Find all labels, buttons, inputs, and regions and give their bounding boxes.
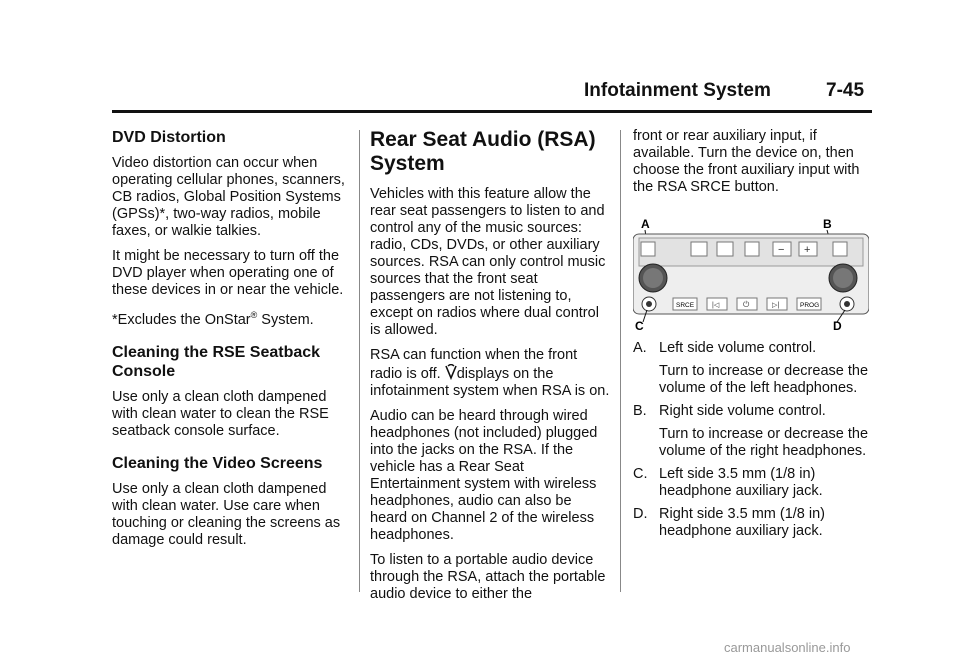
callout-a: A — [641, 218, 650, 231]
column-2 — [370, 128, 610, 611]
paragraph: Audio can be heard through wired headphones (not included) plugged into the jacks on the RSA. If the vehicle has a Rear Seat Entertainment system with wireless headphones, audio can also be heard on Channel 2 of the wireless headphones. — [370, 408, 598, 543]
column-1 — [112, 128, 350, 557]
svg-text:+: + — [804, 244, 811, 256]
section-title: Infotainment System — [584, 80, 771, 101]
callout-d: D — [833, 319, 842, 330]
paragraph: Use only a clean cloth dampened with clean water. Use care when touching or cleaning the screens as damage could result. — [112, 480, 341, 548]
rsa-panel-drawing — [633, 218, 869, 330]
heading-cleaning-rse: Cleaning the RSE Seatback Console — [112, 343, 321, 380]
paragraph: RSA can function when the front radio is off. displays on the infotainment system when RSA is on. — [370, 347, 610, 399]
column-divider — [359, 130, 360, 592]
prog-button: PROG — [800, 302, 820, 309]
heading-rsa: Rear Seat Audio (RSA) System — [370, 128, 596, 175]
list-item: B. Right side volume control. Turn to increase or decrease the volume of the right headphones. — [633, 403, 869, 459]
header-rule — [112, 110, 872, 113]
heading-dvd-distortion: DVD Distortion — [112, 129, 226, 146]
fan-down-icon — [691, 242, 707, 256]
list-item: A. Left side volume control. Turn to increase or decrease the volume of the left headphones. — [633, 340, 869, 396]
svg-text:−: − — [778, 244, 785, 256]
seat-heat-icon — [745, 242, 759, 256]
srce-button: SRCE — [676, 302, 695, 309]
control-legend-list — [633, 340, 875, 540]
list-item: C. Left side 3.5 mm (1/8 in) headphone auxiliary jack. — [633, 466, 823, 499]
page-number: 7-45 — [826, 80, 865, 101]
watermark: carmanualsonline.info — [724, 640, 851, 655]
svg-text:▷|: ▷| — [772, 302, 780, 309]
rsa-control-panel-figure — [633, 218, 869, 330]
heading-cleaning-video: Cleaning the Video Screens — [112, 454, 323, 472]
fan-up-icon — [717, 242, 733, 256]
list-item: D. Right side 3.5 mm (1/8 in) headphone auxiliary jack. — [633, 506, 826, 539]
paragraph: It might be necessary to turn off the DVD player when operating one of these devices in or near the vehicle. — [112, 248, 344, 298]
svg-text:⏻: ⏻ — [743, 300, 750, 309]
svg-text:|◁: |◁ — [712, 302, 720, 309]
paragraph: Vehicles with this feature allow the rear seat passengers to listen to and control any of the music sources: radio, CDs, DVDs, or other auxiliary sources. RSA can only control music sources that the front seat passengers are not listening to, except on radios where dual control is allowed. — [370, 186, 606, 338]
paragraph: front or rear auxiliary input, if available. Turn the device on, then choose the front auxiliary input with the RSA SRCE button. — [633, 128, 860, 195]
paragraph: Use only a clean cloth dampened with clean water to clean the RSE seatback console surface. — [112, 388, 329, 439]
headphone-rsa-icon — [445, 364, 457, 380]
column-divider — [620, 130, 621, 592]
callout-c: C — [635, 319, 644, 330]
column-3 — [633, 128, 875, 546]
paragraph: To listen to a portable audio device through the RSA, attach the portable audio device to either the — [370, 552, 606, 602]
paragraph: Video distortion can occur when operating cellular phones, scanners, CB radios, Global Position Systems (GPSs)*, two-way radios, mobile faxes, or walkie talkies. — [112, 155, 345, 239]
paragraph-onstar: *Excludes the OnStar® System. — [112, 310, 314, 328]
callout-b: B — [823, 218, 832, 231]
